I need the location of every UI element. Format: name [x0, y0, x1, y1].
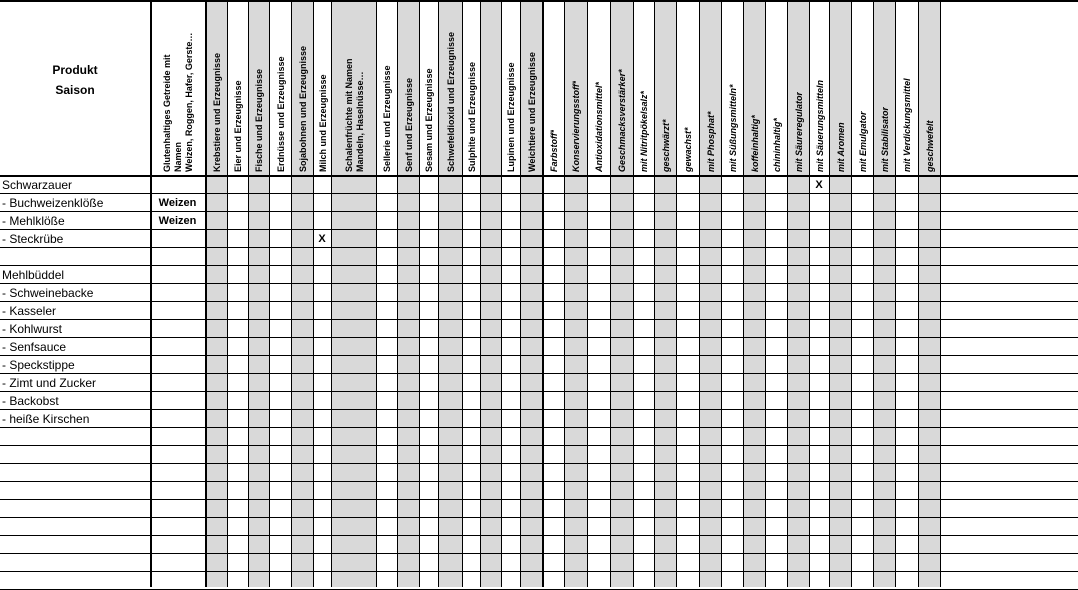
header-bottom-border	[0, 175, 1078, 177]
column-gridline	[331, 0, 332, 587]
row-gridline	[0, 571, 1078, 572]
column-header-line: mit Süßungsmitteln*	[728, 84, 738, 172]
row-label: Schwarzauer	[2, 178, 73, 192]
column-header-line: geschwärzt*	[661, 119, 671, 172]
column-gridline	[227, 0, 228, 587]
column-header-line: Krebstiere und Erzeugnisse	[212, 52, 222, 172]
column-header-line: geschwefelt	[925, 120, 935, 172]
column-gridline	[851, 0, 852, 587]
column-header	[750, 115, 760, 172]
row-label: - Steckrübe	[2, 232, 64, 246]
column-header-line: Mandeln, Haselnüsse…	[355, 71, 365, 172]
column-header-line: Erdnüsse und Erzeugnisse	[276, 56, 286, 172]
product-season-header	[0, 60, 150, 100]
column-header-line: mit Emulgator	[858, 111, 868, 172]
column-gridline	[699, 0, 700, 587]
column-header	[318, 74, 328, 172]
column-header	[772, 118, 782, 172]
column-header	[594, 81, 604, 172]
column-gridline	[419, 0, 420, 587]
column-header	[298, 45, 308, 172]
column-header-line: mit Phosphat*	[706, 111, 716, 172]
column-gridline	[895, 0, 896, 587]
row-gridline	[0, 535, 1078, 536]
row-label: - Backobst	[2, 394, 59, 408]
column-gridline	[829, 0, 830, 587]
column-header	[233, 80, 243, 172]
column-gridline	[501, 0, 502, 587]
column-header-line: chininhaltig*	[772, 118, 782, 172]
row-gridline	[0, 265, 1078, 266]
column-header-line: Namen	[173, 141, 183, 172]
column-gridline	[610, 0, 611, 587]
top-border	[0, 0, 1078, 2]
column-header	[794, 91, 804, 172]
row-gridline	[0, 427, 1078, 428]
row-gridline	[0, 247, 1078, 248]
column-gridline	[633, 0, 634, 587]
column-header-line: gewachst*	[683, 127, 693, 172]
row-label: - Schweinebacke	[2, 286, 94, 300]
column-header-line: mit Säuerungsmitteln	[815, 79, 825, 172]
column-header-line: Weizen, Roggen, Hafer, Gerste…	[184, 32, 194, 172]
row-gridline	[0, 445, 1078, 446]
column-header-line: Weichtiere und Erzeugnisse	[527, 52, 537, 172]
column-gridline	[205, 0, 207, 587]
column-header-line: Lupinen und Erzeugnisse	[506, 62, 516, 172]
row-label: - Buchweizenklöße	[2, 196, 104, 210]
column-header	[880, 106, 890, 172]
table-cell-mark: Weizen	[158, 197, 197, 209]
column-header-line: Konservierungsstoff*	[571, 80, 581, 172]
column-header-line: mit Nitritpökelsalz*	[639, 90, 649, 172]
column-gridline	[809, 0, 810, 587]
row-gridline	[0, 355, 1078, 356]
row-gridline	[0, 337, 1078, 338]
column-header	[382, 65, 392, 172]
column-header	[467, 61, 477, 172]
column-header	[549, 129, 559, 172]
column-header-line: Schwefeldioxid und Erzeugnisse	[446, 31, 456, 172]
row-gridline	[0, 283, 1078, 284]
column-header	[571, 80, 581, 172]
column-header	[506, 62, 516, 172]
column-header-line: mit Aromen	[836, 122, 846, 172]
column-header	[902, 78, 912, 172]
column-header	[527, 52, 537, 172]
column-header-line: Eier und Erzeugnisse	[233, 80, 243, 172]
label-column-border	[150, 0, 152, 587]
column-gridline	[587, 0, 588, 587]
row-label: - Kohlwurst	[2, 322, 63, 336]
column-gridline	[564, 0, 565, 587]
column-gridline	[480, 0, 481, 587]
row-label: - Zimt und Zucker	[2, 376, 97, 390]
column-header-line: Fische und Erzeugnisse	[254, 68, 264, 172]
produkt-label: Produkt	[52, 63, 98, 77]
column-gridline	[269, 0, 270, 587]
column-gridline	[542, 0, 544, 587]
column-header	[446, 31, 456, 172]
column-header	[728, 84, 738, 173]
column-header	[404, 77, 414, 172]
column-header-line: mit Säureregulator	[794, 91, 804, 172]
row-gridline	[0, 481, 1078, 482]
column-header	[276, 56, 286, 172]
column-gridline	[397, 0, 398, 587]
row-gridline	[0, 301, 1078, 302]
column-header-line: mit Stabilisator	[880, 106, 890, 172]
column-gridline	[438, 0, 439, 587]
column-header-line: Geschmacksverstärker*	[617, 69, 627, 172]
column-header-line: Sesam und Erzeugnisse	[424, 68, 434, 172]
row-label: Mehlbüddel	[2, 268, 65, 282]
column-header	[683, 127, 693, 172]
column-header-line: koffeinhaltig*	[750, 115, 760, 172]
row-gridline	[0, 517, 1078, 518]
column-gridline	[313, 0, 314, 587]
column-gridline	[248, 0, 249, 587]
column-header-line: Farbstoff*	[549, 129, 559, 172]
saison-label: Saison	[55, 83, 95, 97]
column-gridline	[787, 0, 788, 587]
row-gridline	[0, 373, 1078, 374]
column-header	[212, 52, 222, 172]
column-gridline	[765, 0, 766, 587]
column-gridline	[462, 0, 463, 587]
column-gridline	[676, 0, 677, 587]
column-gridline	[654, 0, 655, 587]
row-gridline	[0, 463, 1078, 464]
column-header-line: mit Verdickungsmittel	[902, 78, 912, 172]
column-header	[424, 68, 434, 172]
row-label: - Mehlklöße	[2, 214, 65, 228]
row-label: - Senfsauce	[2, 340, 67, 354]
column-gridline	[376, 0, 377, 587]
column-header-line: Senf und Erzeugnisse	[404, 77, 414, 172]
column-header	[925, 120, 935, 172]
row-gridline	[0, 319, 1078, 320]
column-header	[815, 79, 825, 172]
column-header-line: Sulphite und Erzeugnisse	[467, 61, 477, 172]
column-header	[254, 68, 264, 172]
column-gridline	[873, 0, 874, 587]
column-gridline	[721, 0, 722, 587]
column-header	[639, 90, 649, 172]
column-gridline	[291, 0, 292, 587]
row-gridline	[0, 499, 1078, 500]
column-header-line: Schalenfrüchte mit Namen	[344, 58, 354, 172]
row-gridline	[0, 553, 1078, 554]
column-header	[858, 111, 868, 172]
table-cell-mark: Weizen	[158, 215, 197, 227]
column-header-line: Glutenhaltiges Getreide mit	[162, 54, 172, 172]
row-label: - Kasseler	[2, 304, 57, 318]
column-header	[344, 58, 365, 172]
row-gridline	[0, 409, 1078, 410]
column-header	[661, 119, 671, 172]
column-header-line: Sojabohnen und Erzeugnisse	[298, 45, 308, 172]
column-header	[162, 32, 194, 172]
row-label: - heiße Kirschen	[2, 412, 90, 426]
column-header-line: Sellerie und Erzeugnisse	[382, 65, 392, 172]
column-header	[836, 122, 846, 172]
column-gridline	[940, 0, 941, 587]
table-cell-mark: X	[318, 233, 326, 245]
column-header	[617, 69, 627, 172]
table-cell-mark: X	[815, 179, 823, 191]
column-gridline	[918, 0, 919, 587]
column-gridline	[520, 0, 521, 587]
row-gridline	[0, 391, 1078, 392]
row-label: - Speckstippe	[2, 358, 75, 372]
column-header-line: Antioxidationsmittel*	[594, 81, 604, 172]
column-gridline	[743, 0, 744, 587]
column-header-line: Milch und Erzeugnisse	[318, 74, 328, 172]
column-header	[706, 111, 716, 172]
